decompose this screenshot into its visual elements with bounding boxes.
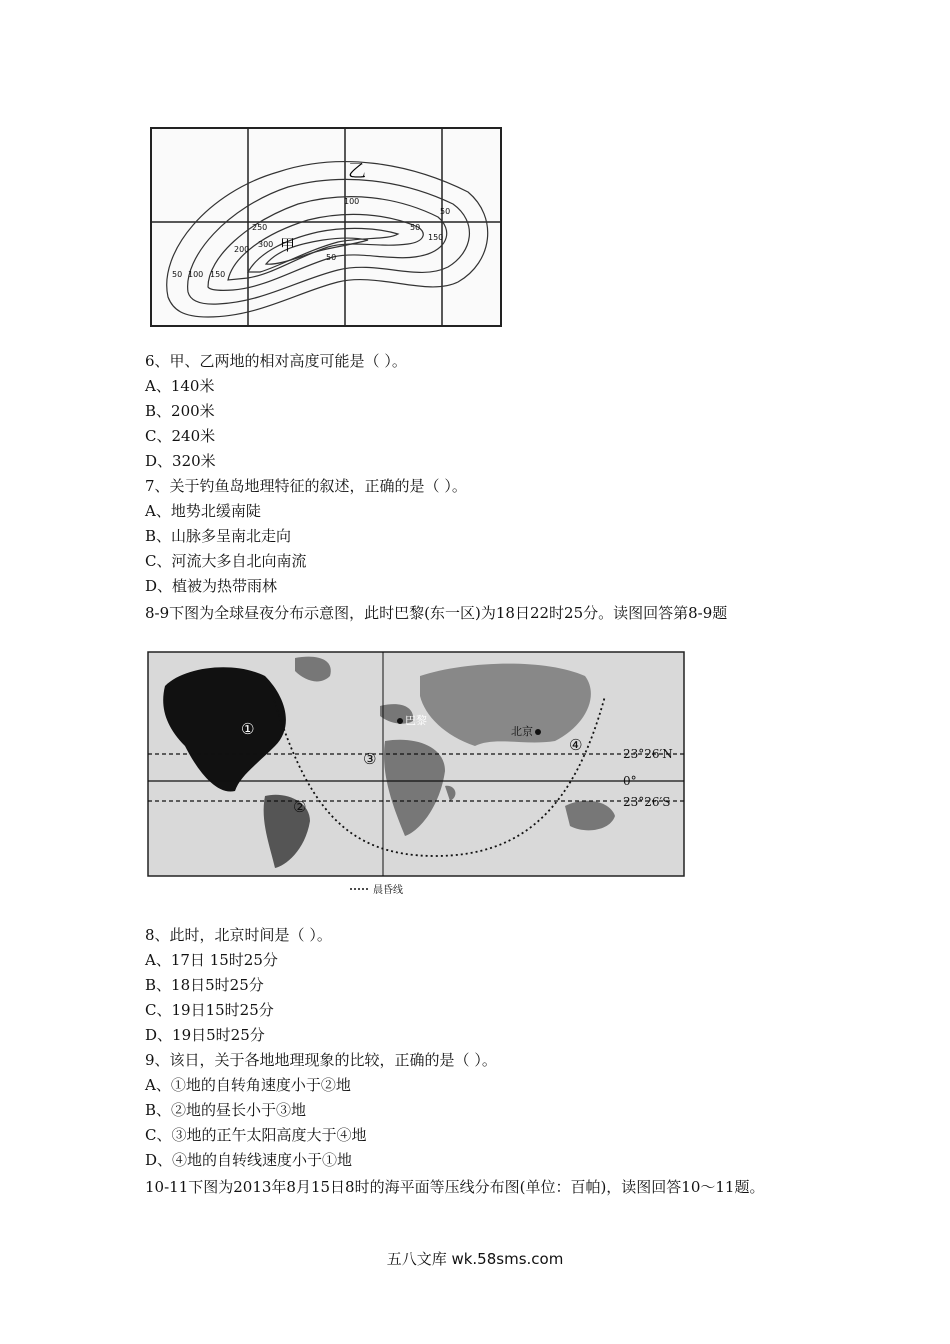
contour-label: 150 bbox=[428, 233, 444, 242]
question-9-option-d: D、④地的自转线速度小于①地 bbox=[145, 1151, 353, 1169]
label-paris: 巴黎 bbox=[405, 714, 427, 727]
question-8-option-a: A、17日 15时25分 bbox=[145, 951, 278, 969]
question-9-stem: 9、该日，关于各地地理现象的比较，正确的是（ ）。 bbox=[145, 1051, 497, 1069]
label-jia: 甲 bbox=[280, 236, 296, 254]
question-8-option-b: B、18日5时25分 bbox=[145, 976, 264, 994]
question-8-option-d: D、19日5时25分 bbox=[145, 1026, 265, 1044]
question-7-stem: 7、关于钓鱼岛地理特征的叙述，正确的是（ ）。 bbox=[145, 477, 467, 495]
contour-label: 200 bbox=[234, 245, 250, 254]
contour-label: 50 bbox=[326, 253, 337, 262]
label-point-4: ④ bbox=[569, 736, 583, 754]
label-point-3: ③ bbox=[363, 750, 377, 768]
question-6-option-b: B、200米 bbox=[145, 402, 215, 420]
question-6-option-a: A、140米 bbox=[145, 377, 215, 395]
contour-label: 150 bbox=[210, 270, 226, 279]
question-8-option-c: C、19日15时25分 bbox=[145, 1001, 274, 1019]
footer-site-name: 五八文库 wk.58sms.com bbox=[386, 1250, 564, 1268]
question-6-option-d: D、320米 bbox=[145, 452, 216, 470]
contour-label: 50 bbox=[440, 207, 451, 216]
legend-terminator: 晨昏线 bbox=[373, 885, 403, 896]
label-beijing: 北京 bbox=[511, 725, 533, 738]
contour-label: 50 bbox=[410, 223, 421, 232]
contour-label: 100 bbox=[344, 197, 360, 206]
label-yi: 乙 bbox=[348, 161, 366, 182]
label-point-1: ① bbox=[241, 720, 255, 738]
question-6-stem: 6、甲、乙两地的相对高度可能是（ ）。 bbox=[145, 352, 407, 370]
label-tropic-n: 23°26′N bbox=[623, 747, 673, 761]
contour-map-figure bbox=[148, 122, 504, 330]
question-7-option-a: A、地势北缓南陡 bbox=[145, 502, 261, 520]
question-9-option-b: B、②地的昼长小于③地 bbox=[145, 1101, 307, 1119]
intro-10-11: 10-11下图为2013年8月15日8时的海平面等压线分布图(单位：百帕)，读图回答10～11题。 bbox=[145, 1178, 765, 1196]
label-equator: 0° bbox=[623, 774, 637, 788]
label-point-2: ② bbox=[293, 798, 307, 816]
intro-8-9: 8-9下图为全球昼夜分布示意图，此时巴黎(东一区)为18日22时25分。读图回答第8-9题 bbox=[145, 604, 728, 622]
question-8-stem: 8、此时，北京时间是（ ）。 bbox=[145, 926, 332, 944]
contour-label: 100 bbox=[188, 270, 204, 279]
question-7-option-b: B、山脉多呈南北走向 bbox=[145, 527, 292, 545]
world-daynight-map bbox=[145, 646, 690, 898]
contour-label: 250 bbox=[252, 223, 268, 232]
question-9-option-c: C、③地的正午太阳高度大于④地 bbox=[145, 1126, 367, 1144]
label-tropic-s: 23°26′S bbox=[623, 795, 671, 809]
question-7-option-d: D、植被为热带雨林 bbox=[145, 577, 278, 595]
contour-label: 300 bbox=[258, 240, 274, 249]
question-9-option-a: A、①地的自转角速度小于②地 bbox=[145, 1076, 351, 1094]
contour-label: 50 bbox=[172, 270, 183, 279]
question-6-option-c: C、240米 bbox=[145, 427, 216, 445]
question-7-option-c: C、河流大多自北向南流 bbox=[145, 552, 307, 570]
